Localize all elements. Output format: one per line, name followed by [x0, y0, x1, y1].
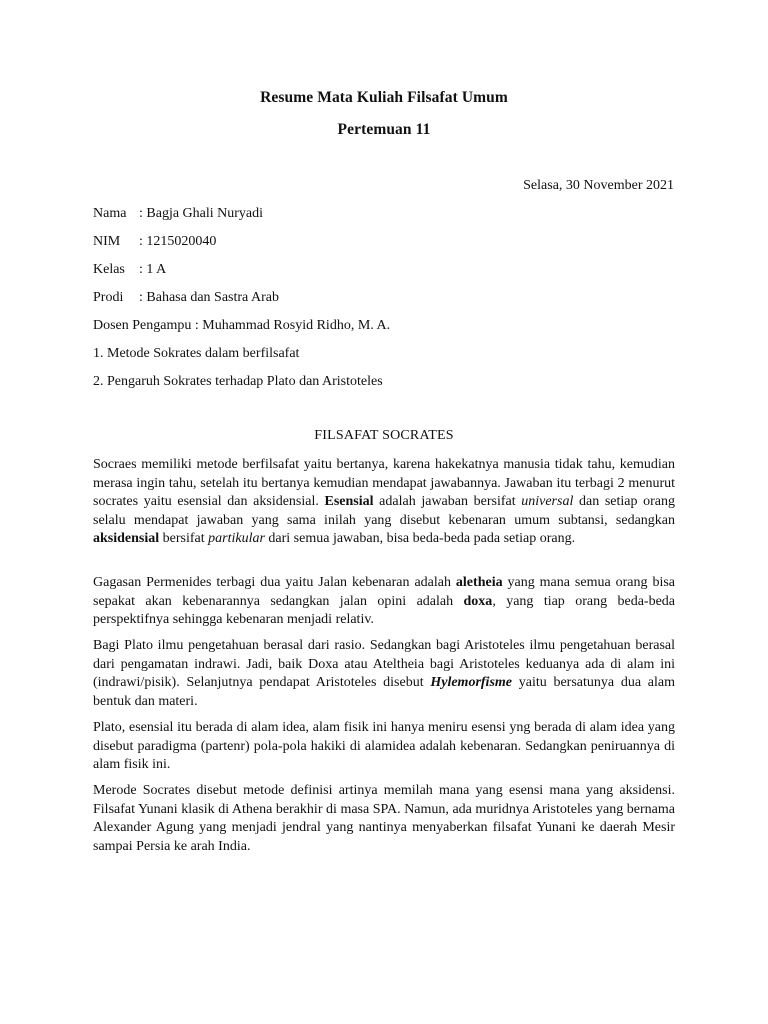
text-run: Gagasan Permenides terbagi dua yaitu Jalan kebenaran adalah [93, 575, 456, 590]
text-run: adalah jawaban bersifat [373, 494, 522, 509]
info-nama-label: Nama [93, 206, 127, 221]
topic-item: 1. Metode Sokrates dalam berfilsafat [93, 346, 300, 361]
bold-italic-term: Hylemorfisme [430, 675, 512, 690]
info-prodi-value: : Bahasa dan Sastra Arab [139, 290, 279, 305]
text-run: dan setiap orang selalu mendapat jawaban yang sama inilah yang disebut kebenaran umum subtansi, sedangkan [93, 494, 675, 528]
document-date: Selasa, 30 November 2021 [523, 178, 674, 193]
info-dosen: Dosen Pengampu : Muhammad Rosyid Ridho, M. A. [93, 318, 391, 333]
text-run: yang mana semua orang bisa sepakat akan kebenarannya sedangkan jalan opini adalah [93, 575, 675, 609]
section-heading: FILSAFAT SOCRATES [314, 428, 454, 443]
bold-term: aletheia [455, 575, 503, 590]
info-prodi [93, 290, 279, 306]
paragraph-4: Plato, esensial itu berada di alam idea, alam fisik ini hanya meniru esensi yng berada di alam idea yang disebut paradigma (partenr) pola-pola hakiki di alamidea adalah kebenaran. Sedangkan peniruannya di alam fisik ini. [93, 720, 675, 772]
paragraph-1 [93, 456, 675, 549]
info-kelas [93, 262, 166, 278]
text-run: yaitu bersatunya dua alam bentuk dan materi. [93, 675, 675, 709]
text-run: dari semua jawaban, bisa beda-beda pada setiap orang. [264, 531, 576, 546]
paragraph-5: Merode Socrates disebut metode definisi artinya memilah mana yang esensi mana yang aksidensi. Filsafat Yunani klasik di Athena berakhir di masa SPA. Namun, ada muridnya Aristoteles yang bernama Alexander Agung yang menjadi jendral yang nantinya menyaberkan filsafat Yunani ke daerah Mesir sampai Persia ke arah India. [93, 783, 675, 854]
text-run: Socraes memiliki metode berfilsafat yaitu bertanya, karena hakekatnya manusia tidak tahu, kemudian merasa ingin tahu, setelah itu bertanya kemudian mendapat jawabannya. Jawaban itu terbagi 2 menurut socrates yaitu esensial dan aksidensial. [93, 457, 675, 509]
italic-term: partikular [208, 531, 265, 546]
info-nama-value: : Bagja Ghali Nuryadi [139, 206, 264, 221]
paragraph-3 [93, 637, 675, 711]
text-run: Bagi Plato ilmu pengetahuan berasal dari rasio. Sedangkan bagi Aristoteles ilmu pengetahuan berasal dari pengamatan indrawi. Jadi, baik Doxa atau Ateltheia bagi Aristoteles keduanya ada di alam ini (indrawi/pisik). Selanjutnya pendapat Aristoteles disebut [93, 638, 675, 690]
text-run: , yang tiap orang beda-beda perspektifnya sehingga kebenaran menjadi relativ. [93, 593, 675, 627]
bold-term: aksidensial [93, 531, 160, 546]
bold-term: doxa [463, 593, 493, 609]
info-kelas-label: Kelas [93, 262, 125, 277]
info-prodi-label: Prodi [93, 290, 124, 305]
document-subtitle: Pertemuan 11 [337, 121, 431, 138]
text-run: bersifat [159, 531, 209, 546]
info-nim-value: : 1215020040 [139, 234, 217, 249]
info-kelas-value: : 1 A [139, 262, 167, 277]
document-title: Resume Mata Kuliah Filsafat Umum [260, 89, 508, 106]
bold-term: Esensial [324, 494, 374, 509]
italic-term: universal [521, 494, 574, 509]
info-nama [93, 206, 263, 222]
paragraph-2 [93, 574, 675, 630]
info-nim [93, 234, 216, 250]
info-nim-label: NIM [93, 234, 121, 249]
topic-item: 2. Pengaruh Sokrates terhadap Plato dan Aristoteles [93, 374, 383, 389]
